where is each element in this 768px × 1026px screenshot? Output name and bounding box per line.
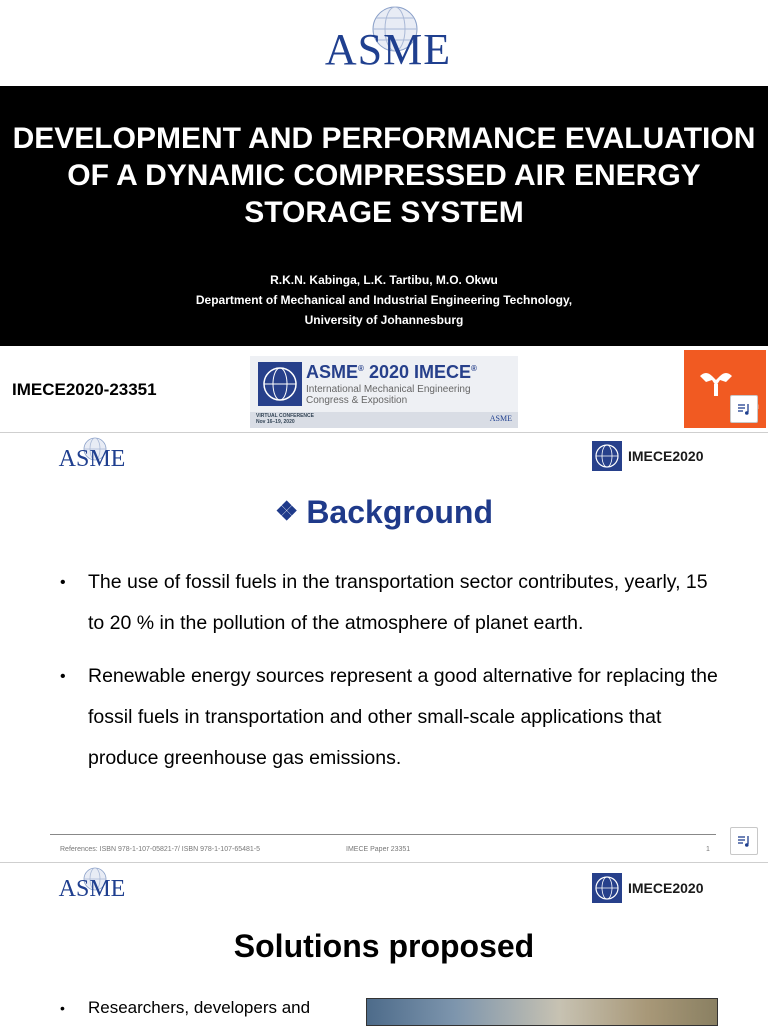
- imece-badge: [592, 440, 703, 472]
- imece-banner: [250, 356, 518, 428]
- uj-emblem-icon: [696, 368, 736, 398]
- banner-subtitle: International Mechanical Engineering Congress & Exposition: [306, 384, 471, 406]
- bullet-icon: •: [60, 574, 66, 591]
- list-item: [60, 656, 720, 779]
- paper-label: IMECE Paper 23351: [346, 846, 411, 853]
- banner-title: [306, 362, 477, 383]
- author-block: [0, 270, 768, 330]
- asme-logo-small: [52, 866, 132, 906]
- page-number: 1: [706, 846, 710, 853]
- audio-button[interactable]: [730, 395, 758, 423]
- asme-logo: [308, 4, 468, 80]
- presentation-title: DEVELOPMENT AND PERFORMANCE EVALUATION OF A DYNAMIC COMPRESSED AIR ENERGY STORAGE SYSTEM: [12, 122, 756, 229]
- audio-note-icon: [736, 401, 752, 417]
- asme-logo-text: ASME: [324, 25, 452, 74]
- imece-badge-text: IMECE2020: [628, 448, 704, 464]
- diamond-bullet-icon: ❖: [275, 496, 299, 526]
- authors: R.K.N. Kabinga, L.K. Tartibu, M.O. Okwu: [270, 273, 498, 287]
- virtual-label: VIRTUAL CONFERENCE: [256, 413, 314, 419]
- audio-note-icon: [736, 833, 752, 849]
- asme-logo-text: ASME: [58, 876, 126, 902]
- list-item: [60, 562, 720, 644]
- conference-dates: Nov 16–19, 2020: [256, 419, 295, 425]
- title-band: [0, 86, 768, 346]
- references: References: ISBN 978-1-107-05821-7/ ISBN 978-1-107-65481-5: [60, 846, 261, 853]
- department: Department of Mechanical and Industrial Engineering Technology,: [195, 293, 573, 307]
- imece-globe-icon: [592, 441, 622, 471]
- imece-globe-icon: [258, 362, 302, 406]
- slide-separator: [0, 432, 768, 433]
- slide-separator: [0, 862, 768, 863]
- background-bullets: [60, 562, 720, 791]
- banner-dates: [256, 413, 314, 425]
- banner-title-asme: ASME: [306, 362, 359, 382]
- background-heading-text: Background: [306, 494, 493, 530]
- asme-logo-small: [52, 436, 132, 476]
- footer-divider: [50, 834, 716, 835]
- banner-title-imece: IMECE: [414, 362, 472, 382]
- paper-id: IMECE2020-23351: [12, 380, 157, 399]
- bullet-text: Researchers, developers and: [88, 998, 311, 1017]
- solutions-heading: Solutions proposed: [233, 928, 535, 964]
- list-item: [60, 996, 378, 1020]
- imece-globe-icon: [592, 873, 622, 903]
- banner-asme-small: ASME: [489, 414, 512, 423]
- solution-photo: [366, 998, 718, 1026]
- bullet-icon: •: [60, 1000, 65, 1016]
- imece-badge-text: IMECE2020: [628, 880, 704, 896]
- bullet-text: The use of fossil fuels in the transportation sector contributes, yearly, 15 to 20 % in the pollution of the atmosphere of planet earth.: [88, 571, 708, 634]
- banner-title-year: 2020: [368, 362, 409, 382]
- uj-logo: [684, 350, 766, 428]
- imece-badge: [592, 872, 703, 904]
- bullet-text: Renewable energy sources represent a good alternative for replacing the fossil fuels in transportation and other small-scale applications that produce greenhouse gas emissions.: [88, 665, 718, 769]
- registered-mark: ®: [358, 364, 364, 373]
- slide1-header: [0, 0, 768, 86]
- bullet-icon: •: [60, 668, 66, 685]
- registered-mark-2: ®: [471, 364, 477, 373]
- university: University of Johannesburg: [304, 313, 464, 327]
- audio-button[interactable]: [730, 827, 758, 855]
- slide1-footer: [0, 346, 768, 432]
- background-heading: [0, 494, 768, 531]
- asme-logo-text: ASME: [58, 446, 126, 472]
